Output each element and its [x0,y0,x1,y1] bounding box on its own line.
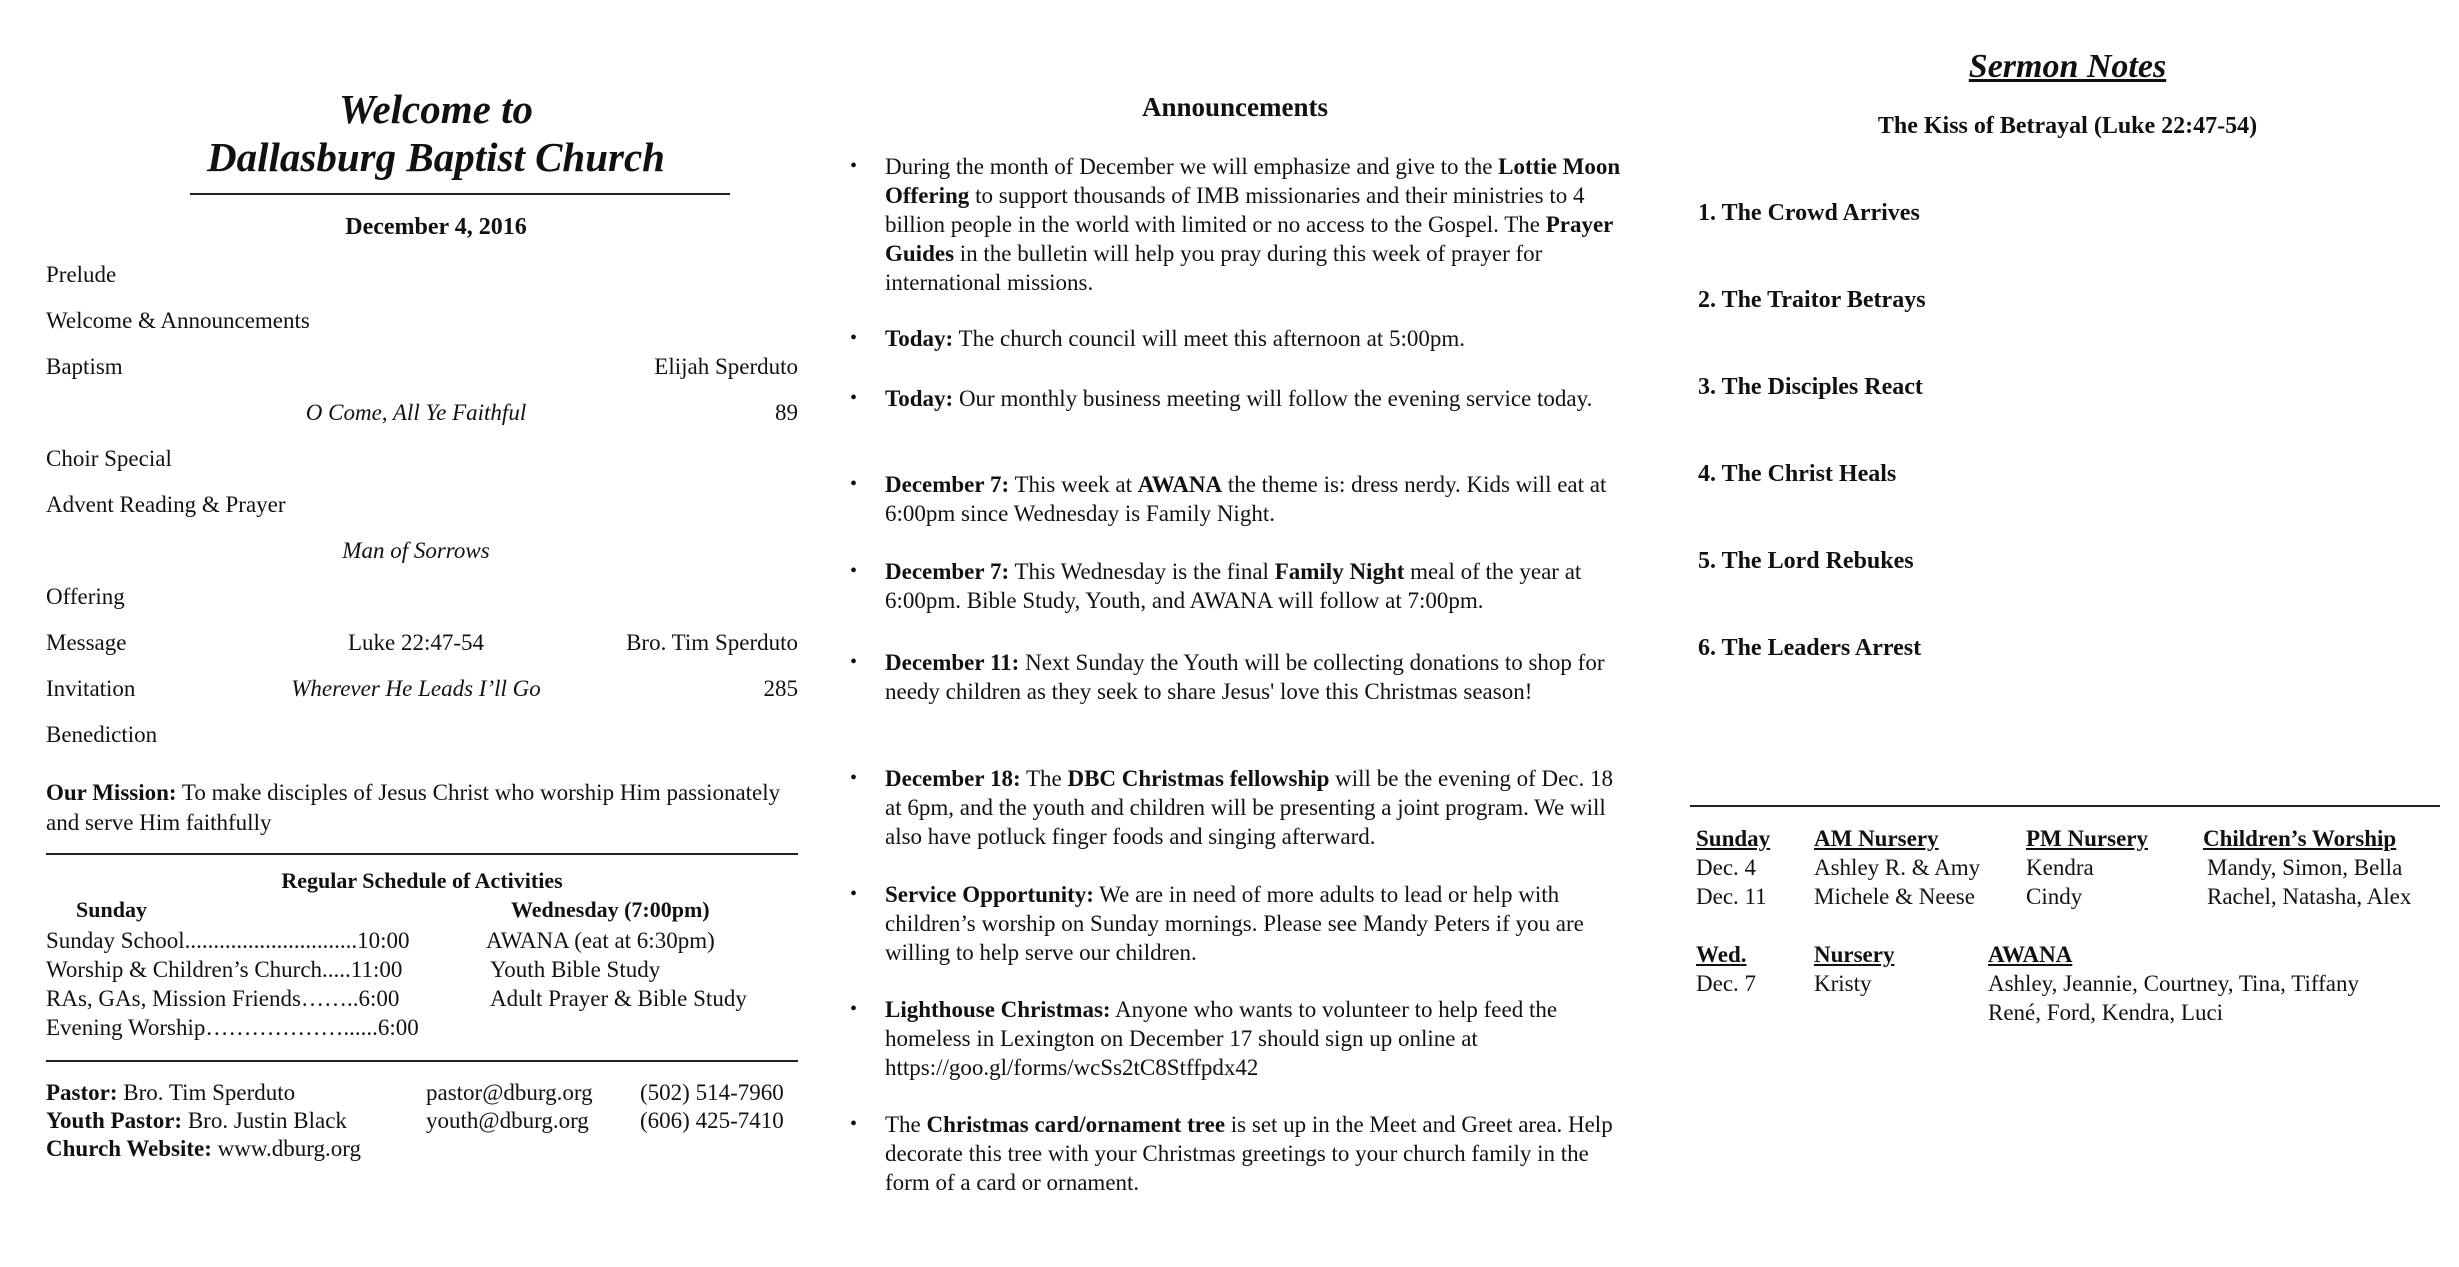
announcement-text [885,384,1625,413]
announcement-emphasis: Today: [885,386,954,411]
pastor-phone: (502) 514-7960 [640,1080,784,1105]
announcement-text [885,995,1625,1082]
worship-item-detail: Wherever He Leads I’ll Go [291,676,541,701]
nursery-cell: Dec. 11 [1696,884,1767,909]
sermon-notes-panel [1690,0,2445,1267]
worship-item [46,584,798,616]
nursery-header: Children’s Worship [2203,826,2397,851]
worship-item [46,400,798,432]
announcement-text [885,324,1625,353]
worship-item-name: Baptism [46,354,123,379]
schedule-sunday-item: Worship & Children’s Church.....11:00 [46,957,403,982]
announcement-span: Next Sunday the Youth will be collecting donations to shop for needy children as they seek to share Jesus' love this Christmas season! [885,650,1605,704]
worship-item [46,722,798,754]
announcement-span: The [1020,766,1068,791]
church-name: Dallasburg Baptist Church [207,134,665,180]
announcement-emphasis: DBC Christmas fellowship [1067,766,1330,791]
nursery-header: Sunday [1696,826,1771,851]
announcement-span: Our monthly business meeting will follow the evening service today. [953,386,1593,411]
announcement-text [885,648,1625,706]
announcement-text [885,880,1625,967]
bullet-icon: • [850,387,858,409]
nursery-cell: Cindy [2026,884,2083,909]
bullet-icon: • [850,883,858,905]
pastor-label: Pastor: [46,1080,118,1105]
announcement-span: meal of the year at 6:00pm. Bible Study, Youth, and AWANA will follow at 7:00pm. [885,559,1582,613]
bullet-icon: • [850,155,858,177]
divider [1690,805,2440,807]
nursery-cell: Rachel, Natasha, Alex [2207,884,2412,909]
announcement-emphasis: December 7: [885,472,1010,497]
order-of-worship-panel [46,0,796,1267]
announcement-emphasis: Prayer Guides [885,212,1613,266]
church-website [46,1135,361,1163]
bullet-icon: • [850,327,858,349]
worship-item-leader: Elijah Sperduto [654,354,798,379]
pastor-name: Bro. Tim Sperduto [117,1080,296,1105]
youth-pastor-label: Youth Pastor: [46,1108,183,1133]
worship-item [46,262,798,294]
worship-item [46,676,798,708]
schedule-sunday-item: Sunday School..............................10:00 [46,928,410,953]
announcement-span: This week at [1009,472,1138,497]
nursery-cell: Dec. 7 [1696,971,1757,996]
announcement-span: to support thousands of IMB missionaries and their ministries to 4 billion people in the world with limited or no access to the Gospel. The [885,183,1585,237]
announcement-emphasis: December 11: [885,650,1020,675]
nursery-cell: Dec. 4 [1696,855,1757,880]
announcement-text [885,152,1625,297]
bullet-icon: • [850,473,858,495]
divider [46,1060,798,1062]
announcement-span: This Wednesday is the final [1009,559,1275,584]
worship-item-name: Advent Reading & Prayer [46,492,286,517]
bullet-icon: • [850,651,858,673]
nursery-header: Nursery [1814,942,1895,967]
schedule-wednesday-header: Wednesday (7:00pm) [511,897,710,922]
worship-item [46,630,798,662]
welcome-line1: Welcome to [339,86,533,132]
youth-pastor-phone: (606) 425-7410 [640,1108,784,1133]
sermon-subtitle: The Kiss of Betrayal (Luke 22:47-54) [1877,113,2258,139]
announcement-span: is set up in the Meet and Greet area. Help decorate this tree with your Christmas greetings to your church family in the form of a card or ornament. [885,1112,1613,1195]
announcement-emphasis: December 7: [885,559,1010,584]
worship-item-name: Benediction [46,722,158,747]
worship-item-detail: O Come, All Ye Faithful [305,400,527,425]
sermon-point: 6. The Leaders Arrest [1698,635,1922,661]
youth-pastor-contact [46,1107,347,1135]
announcement-span: The [885,1112,927,1137]
announcement-text [885,557,1625,615]
nursery-cell: Kendra [2026,855,2094,880]
announcement-emphasis: Today: [885,326,954,351]
worship-item-name: Prelude [46,262,117,287]
schedule-wednesday-item: AWANA (eat at 6:30pm) [486,928,715,953]
pastor-email: pastor@dburg.org [426,1080,593,1105]
nursery-cell: Ashley, Jeannie, Courtney, Tina, Tiffany [1988,971,2359,996]
announcement-span: During the month of December we will emphasize and give to the [885,154,1499,179]
schedule-title: Regular Schedule of Activities [281,868,563,893]
bullet-icon: • [850,998,858,1020]
website-url: www.dburg.org [211,1136,361,1161]
worship-item-name: Welcome & Announcements [46,308,310,333]
announcement-span: will be the evening of Dec. 18 at 6pm, and the youth and children will be presenting a joint program. We will also have potluck finger foods and singing afterward. [885,766,1614,849]
nursery-cell: Mandy, Simon, Bella [2207,855,2403,880]
worship-item-detail: Man of Sorrows [342,538,490,563]
announcement-span: We are in need of more adults to lead or help with children’s worship on Sunday mornings. Please see Mandy Peters if you are willing to help serve our children. [885,882,1584,965]
worship-item [46,308,798,340]
announcement-span: Anyone who wants to volunteer to help feed the homeless in Lexington on December 17 should sign up online at https://goo.gl/forms/wcSs2tC8Stffpdx42 [885,997,1558,1080]
nursery-header: AM Nursery [1814,826,1939,851]
schedule-sunday-item: Evening Worship………………......6:00 [46,1015,419,1040]
worship-item-name: Choir Special [46,446,172,471]
announcement-text [885,470,1625,528]
announcement-span: The church council will meet this afternoon at 5:00pm. [953,326,1466,351]
sermon-notes-title: Sermon Notes [1968,48,2167,85]
youth-pastor-email: youth@dburg.org [426,1108,589,1133]
nursery-header: PM Nursery [2026,826,2148,851]
nursery-cell: Michele & Neese [1814,884,1975,909]
schedule-sunday-header: Sunday [76,897,147,922]
announcement-emphasis: Lottie Moon Offering [885,154,1621,208]
worship-item [46,538,798,570]
announcement-text [885,764,1625,851]
schedule-wednesday-item: Youth Bible Study [490,957,661,982]
sermon-point: 5. The Lord Rebukes [1698,548,1914,574]
announcement-emphasis: Family Night [1274,559,1405,584]
announcement-emphasis: December 18: [885,766,1021,791]
announcement-span: the theme is: dress nerdy. Kids will eat at 6:00pm since Wednesday is Family Night. [885,472,1607,526]
schedule-wednesday-item: Adult Prayer & Bible Study [490,986,747,1011]
worship-item-name: Invitation [46,676,136,701]
sermon-point: 4. The Christ Heals [1698,461,1897,487]
worship-item-leader: 285 [763,676,798,701]
sermon-point: 2. The Traitor Betrays [1698,287,1926,313]
mission-statement [46,778,798,838]
divider [190,193,730,195]
worship-item-leader: Bro. Tim Sperduto [626,630,798,655]
nursery-cell: Kristy [1814,971,1872,996]
bullet-icon: • [850,560,858,582]
announcement-emphasis: Service Opportunity: [885,882,1094,907]
sermon-point: 1. The Crowd Arrives [1698,200,1920,226]
nursery-header: Wed. [1696,942,1747,967]
announcements-panel [840,0,1630,1267]
divider [46,853,798,855]
worship-item [46,446,798,478]
sermon-point: 3. The Disciples React [1698,374,1923,400]
mission-text: To make disciples of Jesus Christ who worship Him passionately and serve Him faithfully [46,780,781,835]
service-date: December 4, 2016 [345,214,527,240]
announcement-emphasis: AWANA [1137,472,1223,497]
worship-item-name: Message [46,630,127,655]
announcement-emphasis: Christmas card/ornament tree [926,1112,1226,1137]
nursery-cell: Ashley R. & Amy [1814,855,1981,880]
website-label: Church Website: [46,1136,212,1161]
worship-item-detail: Luke 22:47-54 [347,630,485,655]
announcement-emphasis: Lighthouse Christmas: [885,997,1111,1022]
schedule-sunday-item: RAs, GAs, Mission Friends……..6:00 [46,986,400,1011]
announcements-title: Announcements [1141,92,1329,122]
worship-item [46,492,798,524]
worship-item-name: Offering [46,584,125,609]
pastor-contact [46,1079,295,1107]
worship-item-leader: 89 [775,400,798,425]
announcement-span: in the bulletin will help you pray during this week of prayer for international missions. [885,241,1543,295]
bullet-icon: • [850,767,858,789]
nursery-cell: René, Ford, Kendra, Luci [1988,1000,2224,1025]
worship-item [46,354,798,386]
welcome-heading [46,85,826,181]
mission-label: Our Mission: [46,780,177,805]
bullet-icon: • [850,1113,858,1135]
announcement-text [885,1110,1625,1197]
nursery-header: AWANA [1988,942,2073,967]
youth-pastor-name: Bro. Justin Black [182,1108,347,1133]
